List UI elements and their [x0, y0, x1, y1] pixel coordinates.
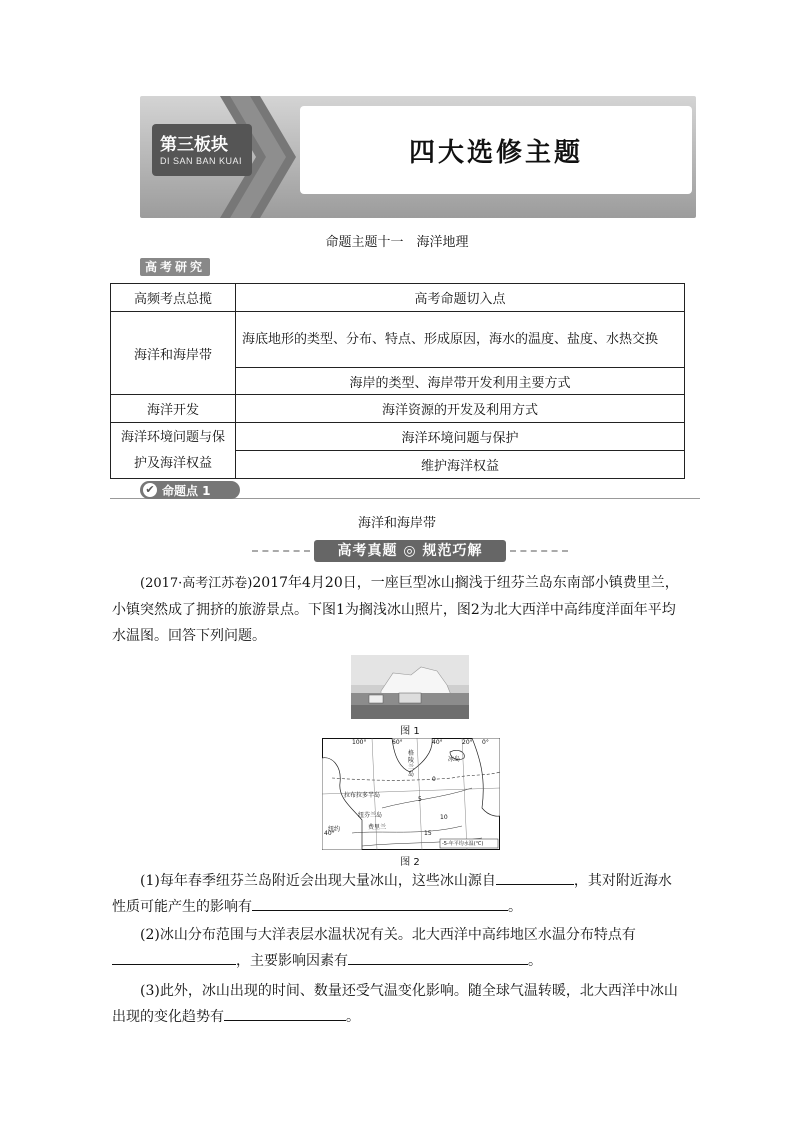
- question-2: [112, 922, 692, 974]
- banner-title: 四大选修主题: [408, 137, 583, 168]
- answer-blank[interactable]: [112, 948, 236, 965]
- q2-text: 。: [528, 953, 542, 969]
- answer-blank[interactable]: [224, 1004, 346, 1021]
- q2-text: (2)冰山分布范围与大洋表层水温状况有关。北大西洋中高纬地区水温分布特点有: [140, 927, 636, 943]
- q2-text: ，主要影响因素有: [236, 953, 348, 969]
- point-title: 海洋和海岸带: [357, 516, 436, 531]
- map-tick: 100°: [352, 739, 367, 746]
- section-banner: [140, 96, 696, 218]
- q3-text: (3)此外，冰山出现的时间、数量还受气温变化影响。随全球气温转暖，北大西洋中冰山: [140, 983, 678, 999]
- table-point: 海洋环境问题与保护: [236, 423, 685, 451]
- map-isotherm: 0: [432, 776, 436, 783]
- map-tick: 0°: [482, 739, 489, 746]
- table-topic: 海洋开发: [111, 395, 236, 423]
- table-point: 海洋资源的开发及利用方式: [236, 395, 685, 423]
- map-label-ferryland: 费里兰: [368, 824, 387, 831]
- ribbon-dash-left: [252, 550, 310, 552]
- map-label-newyork: 纽约: [328, 826, 341, 833]
- question-3: [112, 978, 692, 1030]
- check-icon: ✔: [143, 483, 157, 497]
- question-1: [112, 868, 692, 920]
- figure2-caption: 图 2: [400, 857, 420, 868]
- block-label-en: DI SAN BAN KUAI: [160, 156, 243, 166]
- map-tick: 40°: [324, 830, 335, 837]
- map-tick: 60°: [392, 739, 403, 746]
- q1-text: ，其对附近海水: [573, 873, 672, 889]
- map-isotherm: 5: [418, 796, 422, 803]
- question-intro-text: 2017年4月20日，一座巨型冰山搁浅于纽芬兰岛东南部小镇费里兰，小镇突然成了拥挤的旅游景点。下图1为搁浅冰山照片，图2为北大西洋中高纬度洋面年平均水温图。回答下列问题。: [112, 575, 679, 644]
- exam-points-table: [110, 283, 685, 479]
- map-isotherm: 10: [440, 814, 448, 821]
- map-tick: 40°: [432, 739, 443, 746]
- answer-blank[interactable]: [348, 948, 528, 965]
- table-header: 高考命题切入点: [236, 284, 685, 312]
- question-intro: [112, 570, 687, 649]
- map-legend: -5-年平均水温(℃): [442, 841, 484, 847]
- table-point: 海岸的类型、海岸带开发利用主要方式: [236, 368, 685, 395]
- map-label-iceland: 冰岛: [448, 756, 461, 763]
- point-badge-label: 命题点 1: [162, 484, 211, 498]
- table-point: 维护海洋权益: [236, 451, 685, 479]
- answer-blank[interactable]: [496, 868, 574, 885]
- q1-text: 。: [508, 899, 522, 915]
- map-isotherm: 15: [424, 830, 432, 837]
- block-label-cn: 第三板块: [160, 135, 228, 155]
- page-subtitle: 命题主题十一 海洋地理: [325, 235, 469, 250]
- table-point: 海底地形的类型、分布、特点、形成原因，海水的温度、盐度、水热交换: [236, 312, 685, 368]
- table-topic: 海洋环境问题与保护及海洋权益: [111, 423, 236, 479]
- map-tick: 20°: [462, 739, 473, 746]
- map-label-labrador: 拉布拉多半岛: [344, 792, 381, 799]
- ribbon-dash-right: [510, 550, 568, 552]
- iceberg-photo: [351, 655, 469, 719]
- q3-text: 出现的变化趋势有: [112, 1009, 224, 1025]
- table-header: 高频考点总揽: [111, 284, 236, 312]
- figure1-caption: 图 1: [400, 726, 420, 737]
- table-topic: 海洋和海岸带: [111, 312, 236, 395]
- answer-blank[interactable]: [252, 894, 508, 911]
- banner-title-box: [300, 106, 692, 194]
- q1-text: 性质可能产生的影响有: [112, 899, 252, 915]
- section-tag: 高考研究: [140, 258, 210, 276]
- map-label-newfoundland: 纽芬兰岛: [358, 812, 383, 819]
- q1-text: (1)每年春季纽芬兰岛附近会出现大量冰山，这些冰山源自: [140, 873, 496, 889]
- ribbon-title: 高考真题 ◎ 规范巧解: [314, 540, 506, 562]
- map-label-greenland: 格陵兰岛: [408, 750, 415, 778]
- map-labels: [322, 738, 500, 850]
- question-source: (2017·高考江苏卷): [140, 576, 253, 591]
- q3-text: 。: [346, 1009, 360, 1025]
